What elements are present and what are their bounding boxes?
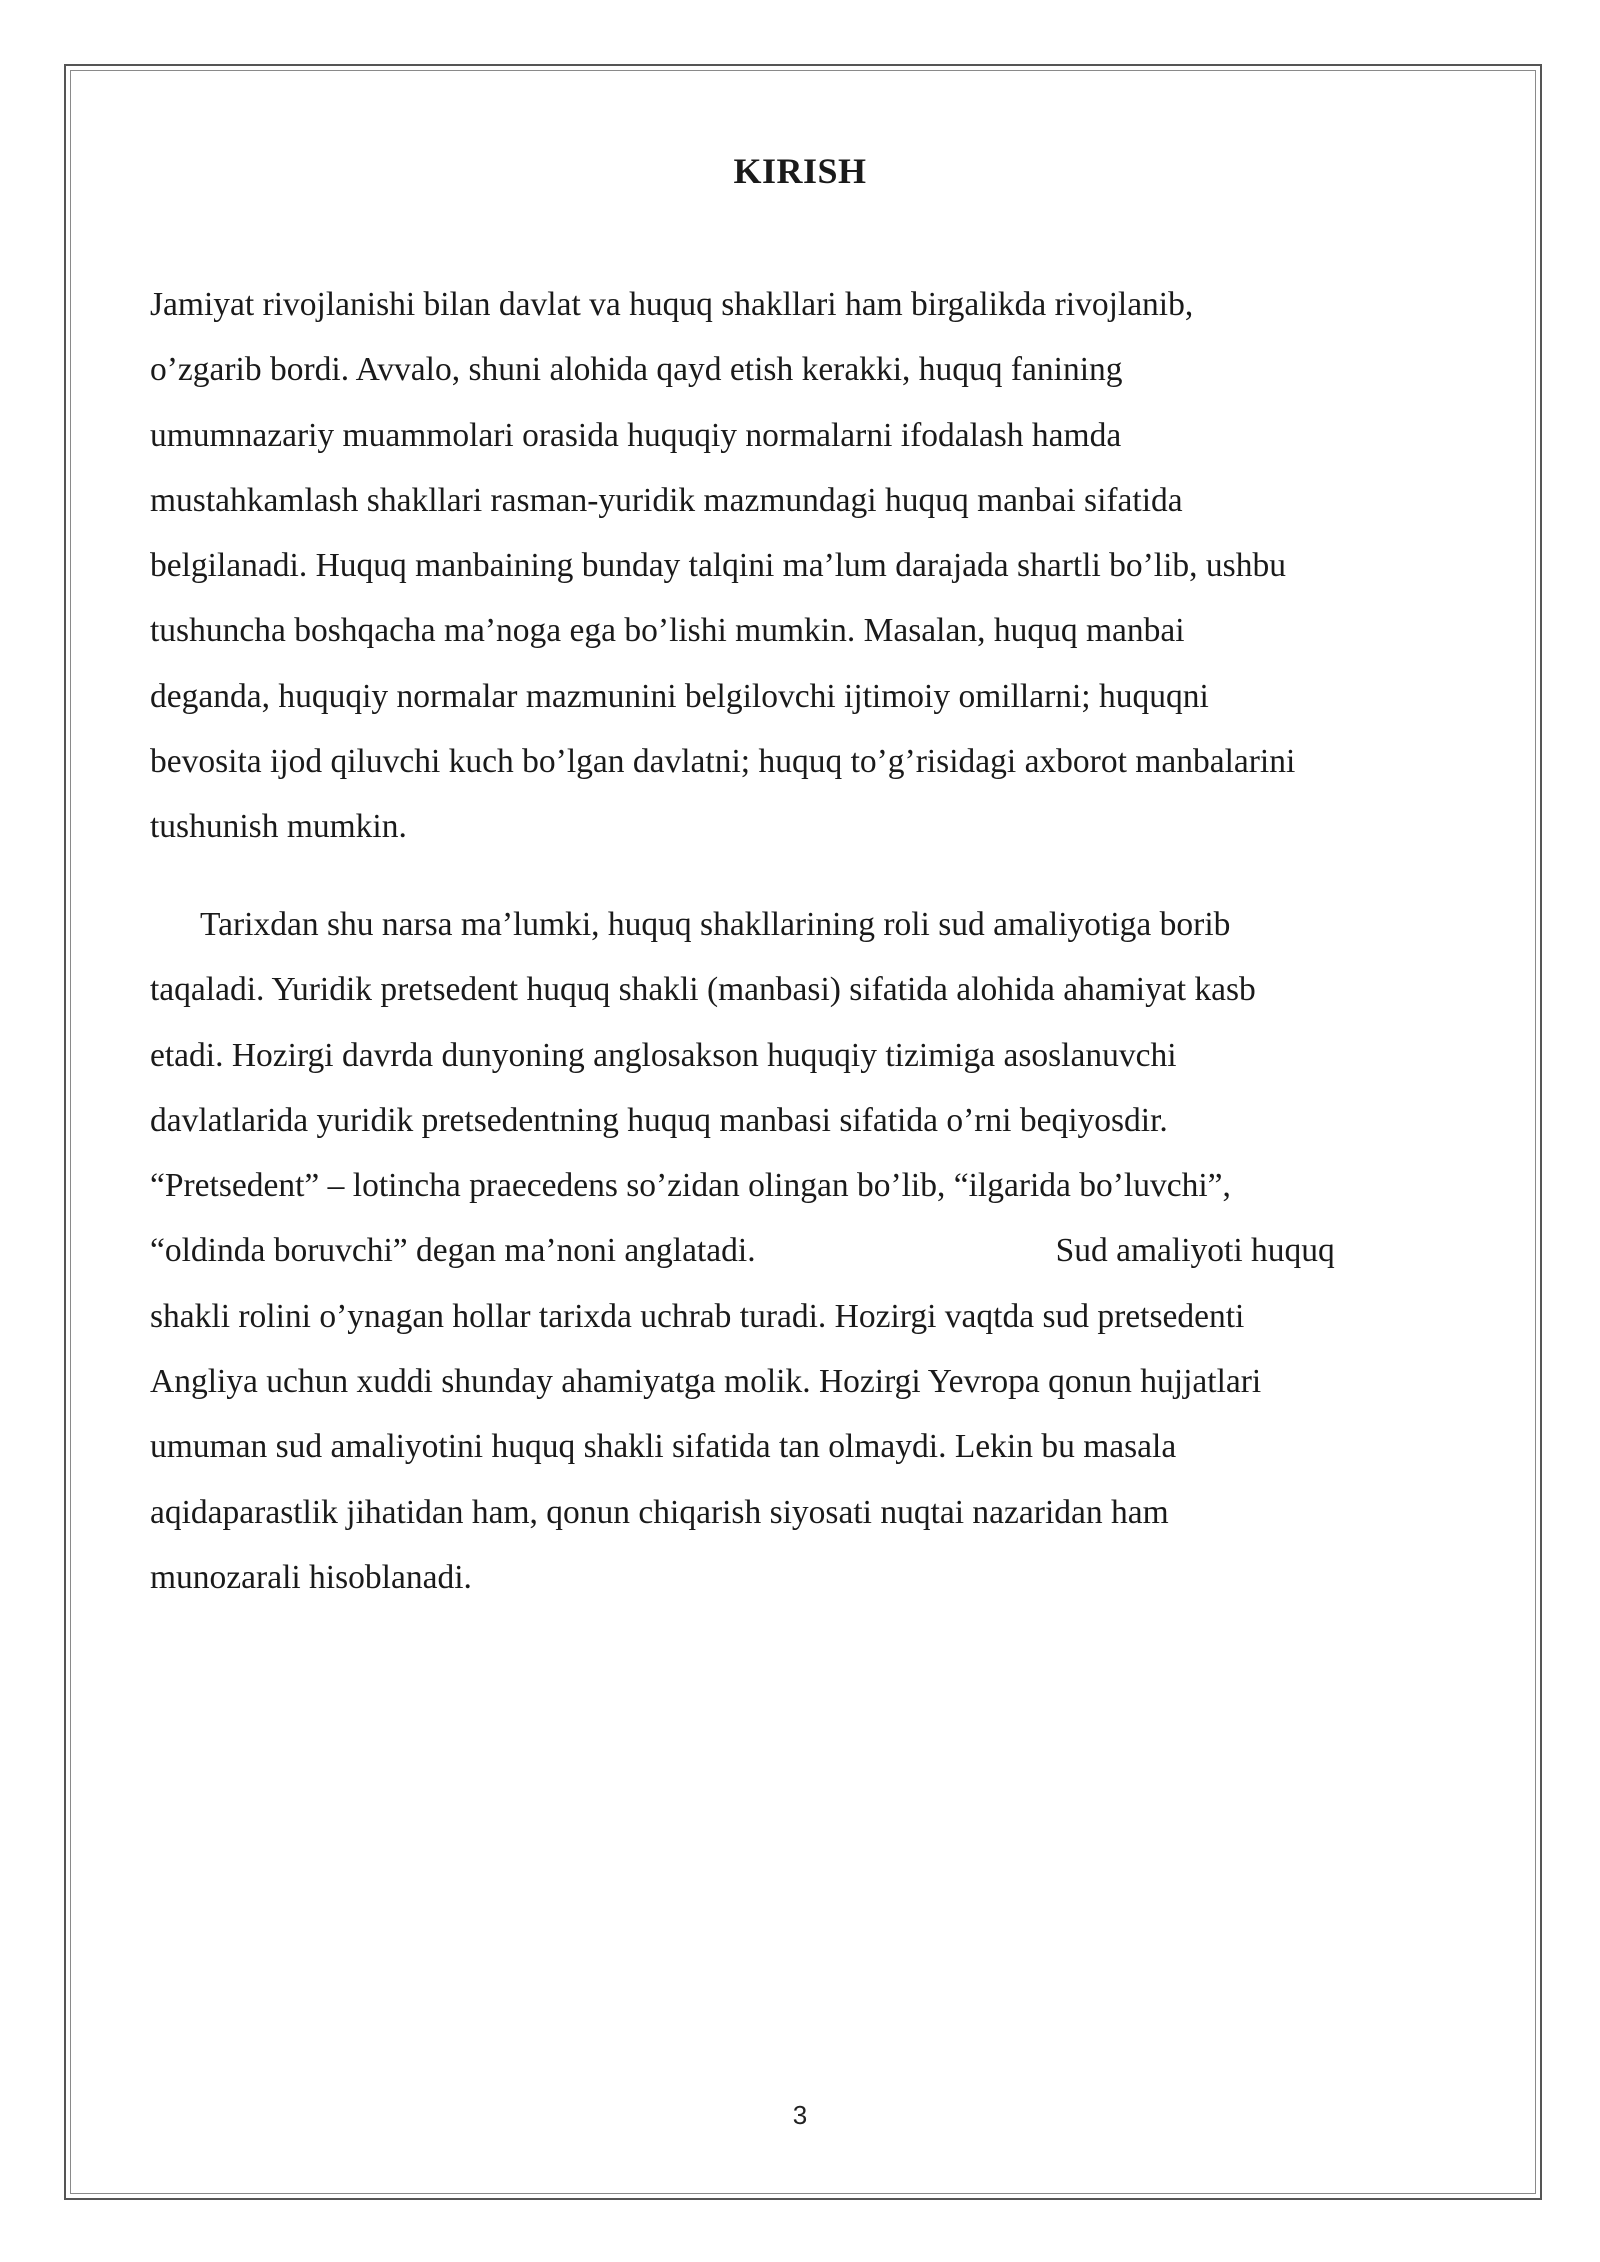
text-line: umuman sud amaliyotini huquq shakli sifatida tan olmaydi. Lekin bu masala [150,1428,1177,1466]
text-line: Jamiyat rivojlanishi bilan davlat va huquq shakllari ham birgalikda rivojlanib, [150,286,1194,323]
text-segment: Sud amaliyoti huquq [1055,1232,1335,1270]
text-line: etadi. Hozirgi davrda dunyoning anglosakson huquqiy tizimiga asoslanuvchi [150,1036,1177,1074]
paragraph-2 [150,892,1470,1610]
text-line: belgilanadi. Huquq manbaining bunday talqini ma’lum darajada shartli bo’lib, ushbu [150,547,1286,585]
text-line-split [150,1218,1470,1283]
paragraph-1 [150,272,1470,860]
text-line: umumnazariy muammolari orasida huquqiy normalarni ifodalash hamda [150,416,1122,454]
text-line: munozarali hisoblanadi. [150,1558,472,1596]
text-line: bevosita ijod qiluvchi kuch bo’lgan davlatni; huquq to’g’risidagi axborot manbalarini [150,743,1296,781]
page-number: 3 [792,2100,808,2130]
section-heading: KIRISH [733,151,867,191]
text-line: deganda, huquqiy normalar mazmunini belgilovchi ijtimoiy omillarni; huquqni [150,677,1209,715]
text-line: aqidaparastlik jihatidan ham, qonun chiqarish siyosati nuqtai nazaridan ham [150,1493,1169,1531]
text-line: mustahkamlash shakllari rasman-yuridik mazmundagi huquq manbai sifatida [150,481,1183,519]
text-line: tushunish mumkin. [150,808,407,846]
text-line: tushuncha boshqacha ma’noga ega bo’lishi mumkin. Masalan, huquq manbai [150,612,1185,650]
text-line: davlatlarida yuridik pretsedentning huquq manbasi sifatida o’rni beqiyosdir. [150,1101,1168,1139]
text-line: “Pretsedent” – lotincha praecedens so’zidan olingan bo’lib, “ilgarida bo’luvchi”, [150,1167,1231,1205]
text-line: Tarixdan shu narsa ma’lumki, huquq shakllarining roli sud amaliyotiga borib [200,906,1231,943]
text-line: shakli rolini o’ynagan hollar tarixda uchrab turadi. Hozirgi vaqtda sud pretsedenti [150,1297,1245,1335]
text-line: taqaladi. Yuridik pretsedent huquq shakli (manbasi) sifatida alohida ahamiyat kasb [150,971,1256,1009]
text-line: Angliya uchun xuddi shunday ahamiyatga molik. Hozirgi Yevropa qonun hujjatlari [150,1363,1262,1401]
text-line: o’zgarib bordi. Avvalo, shuni alohida qayd etish kerakki, huquq fanining [150,351,1123,389]
text-segment: “oldinda boruvchi” degan ma’noni anglatadi. [150,1232,756,1270]
